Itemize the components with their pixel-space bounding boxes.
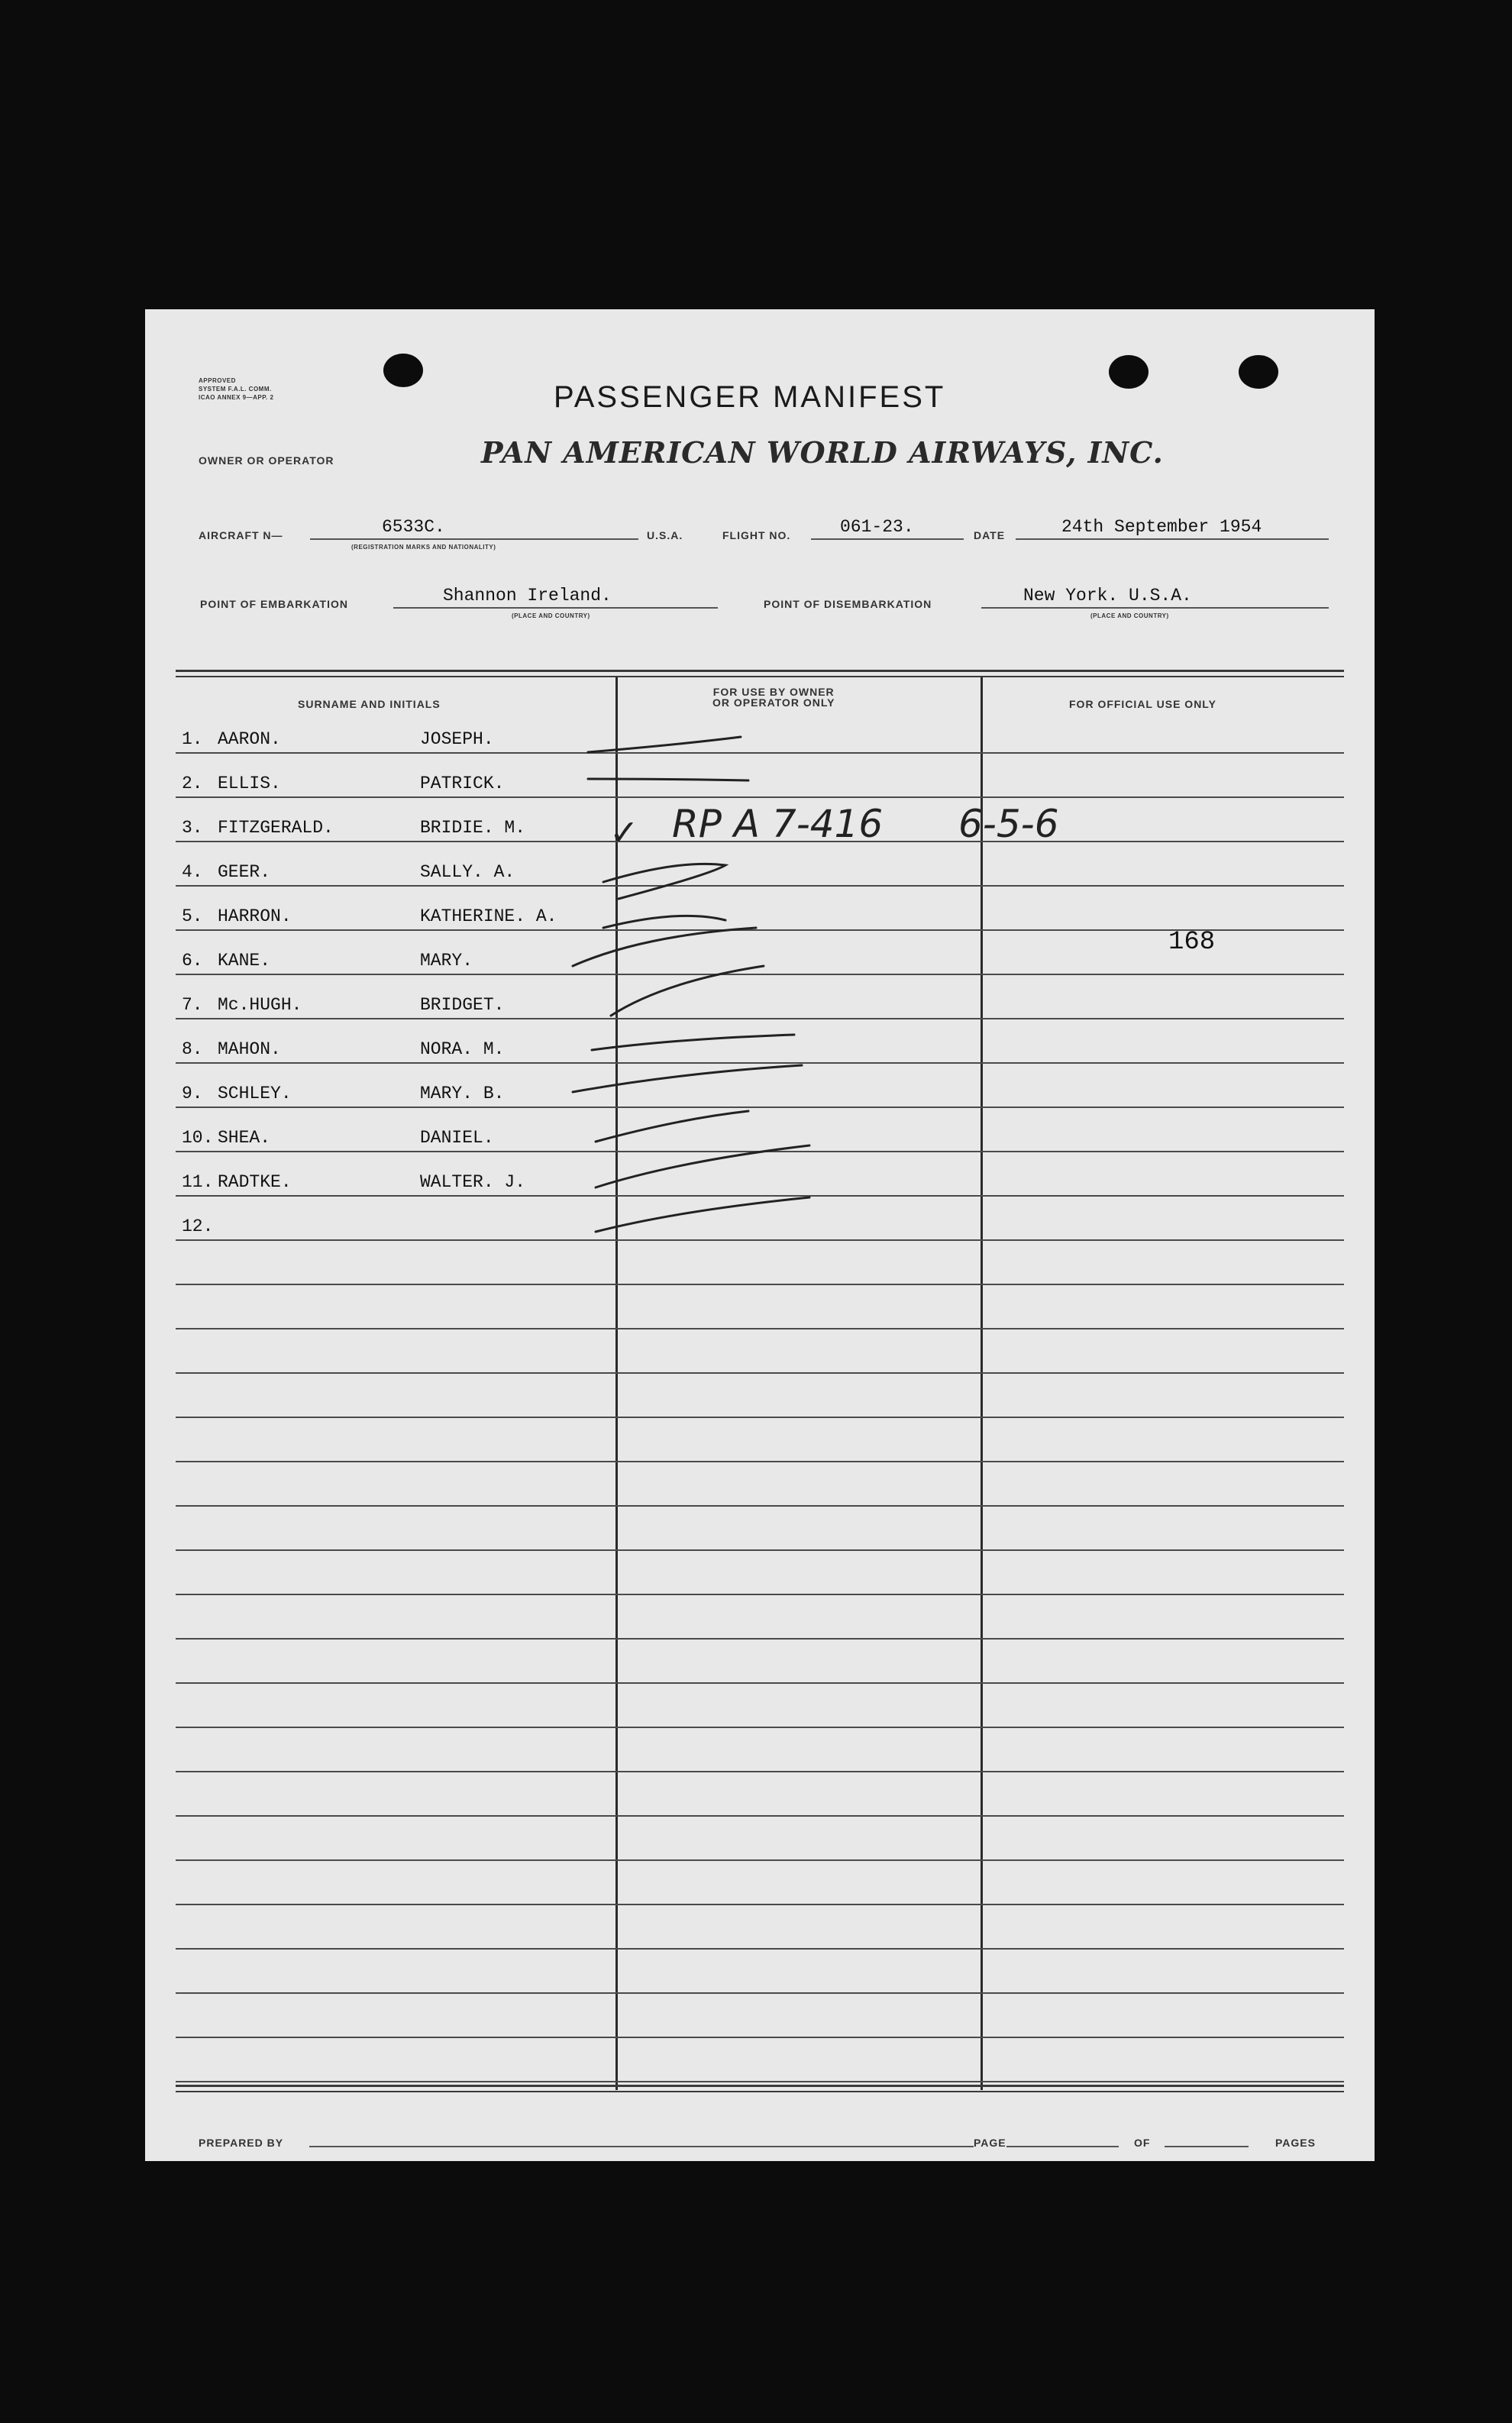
page-label: PAGE [974, 2137, 1006, 2149]
col-header-surname: SURNAME AND INITIALS [298, 698, 441, 710]
row-number: 1. [182, 729, 203, 749]
passenger-given-name: JOSEPH. [420, 729, 494, 749]
passenger-surname: KANE. [218, 951, 271, 971]
row-number: 9. [182, 1084, 203, 1103]
passenger-given-name: BRIDIE. M. [420, 818, 526, 838]
embarkation-label: POINT OF EMBARKATION [200, 598, 348, 610]
passenger-surname: AARON. [218, 729, 281, 749]
prepared-by-label: PREPARED BY [199, 2137, 284, 2149]
row-number: 2. [182, 774, 203, 793]
row-number: 4. [182, 862, 203, 882]
passenger-surname: SHEA. [218, 1128, 271, 1148]
passenger-surname: RADTKE. [218, 1172, 292, 1192]
flight-label: FLIGHT NO. [722, 529, 791, 541]
usa-label: U.S.A. [647, 529, 683, 541]
col-header-operator-line: FOR USE BY OWNER [712, 686, 835, 698]
owner-value: PAN AMERICAN WORLD AIRWAYS, INC. [481, 435, 1164, 470]
passenger-given-name: PATRICK. [420, 774, 505, 793]
date-value: 24th September 1954 [1061, 517, 1262, 537]
row-number: 7. [182, 995, 203, 1015]
flight-value: 061-23. [840, 517, 914, 537]
disembarkation-label: POINT OF DISEMBARKATION [764, 598, 932, 610]
passenger-surname: SCHLEY. [218, 1084, 292, 1103]
row-number: 10. [182, 1128, 214, 1148]
embarkation-caption: (PLACE AND COUNTRY) [512, 612, 590, 619]
of-label: OF [1134, 2137, 1151, 2149]
approval-line: SYSTEM F.A.L. COMM. [199, 386, 272, 393]
row-number: 8. [182, 1039, 203, 1059]
date-label: DATE [974, 529, 1006, 541]
passenger-surname: FITZGERALD. [218, 818, 334, 838]
col-header-official: FOR OFFICIAL USE ONLY [1069, 698, 1216, 710]
row-number: 11. [182, 1172, 214, 1192]
approval-line: APPROVED [199, 377, 236, 384]
passenger-given-name: NORA. M. [420, 1039, 505, 1059]
col-header-operator-line: OR OPERATOR ONLY [712, 696, 835, 709]
embarkation-value: Shannon Ireland. [443, 586, 612, 606]
passenger-given-name: KATHERINE. A. [420, 906, 557, 926]
disembarkation-caption: (PLACE AND COUNTRY) [1090, 612, 1169, 619]
approval-line: ICAO ANNEX 9—APP. 2 [199, 394, 274, 401]
row-number: 12. [182, 1216, 214, 1236]
aircraft-value: 6533C. [382, 517, 445, 537]
passenger-given-name: BRIDGET. [420, 995, 505, 1015]
page-title: PASSENGER MANIFEST [554, 380, 946, 414]
passenger-surname: GEER. [218, 862, 271, 882]
owner-label: OWNER OR OPERATOR [199, 454, 334, 467]
aircraft-label: AIRCRAFT N— [199, 529, 283, 541]
handwritten-note: RP A 7-416 [672, 802, 884, 846]
passenger-given-name: MARY. [420, 951, 473, 971]
passenger-surname: ELLIS. [218, 774, 281, 793]
passenger-given-name: SALLY. A. [420, 862, 515, 882]
passenger-surname: MAHON. [218, 1039, 281, 1059]
pages-label: PAGES [1275, 2137, 1316, 2149]
passenger-given-name: DANIEL. [420, 1128, 494, 1148]
handwritten-strokes [145, 309, 1375, 2161]
disembarkation-value: New York. U.S.A. [1023, 586, 1192, 606]
handwritten-check: ✓ [609, 812, 639, 853]
handwritten-note-2: 6-5-6 [958, 802, 1059, 846]
aircraft-caption: (REGISTRATION MARKS AND NATIONALITY) [351, 544, 496, 551]
passenger-surname: HARRON. [218, 906, 292, 926]
row-number: 5. [182, 906, 203, 926]
row-number: 6. [182, 951, 203, 971]
row-number: 3. [182, 818, 203, 838]
manifest-sheet [145, 309, 1375, 2161]
passenger-given-name: MARY. B. [420, 1084, 505, 1103]
passenger-surname: Mc.HUGH. [218, 995, 302, 1015]
official-number: 168 [1168, 928, 1216, 957]
passenger-given-name: WALTER. J. [420, 1172, 526, 1192]
